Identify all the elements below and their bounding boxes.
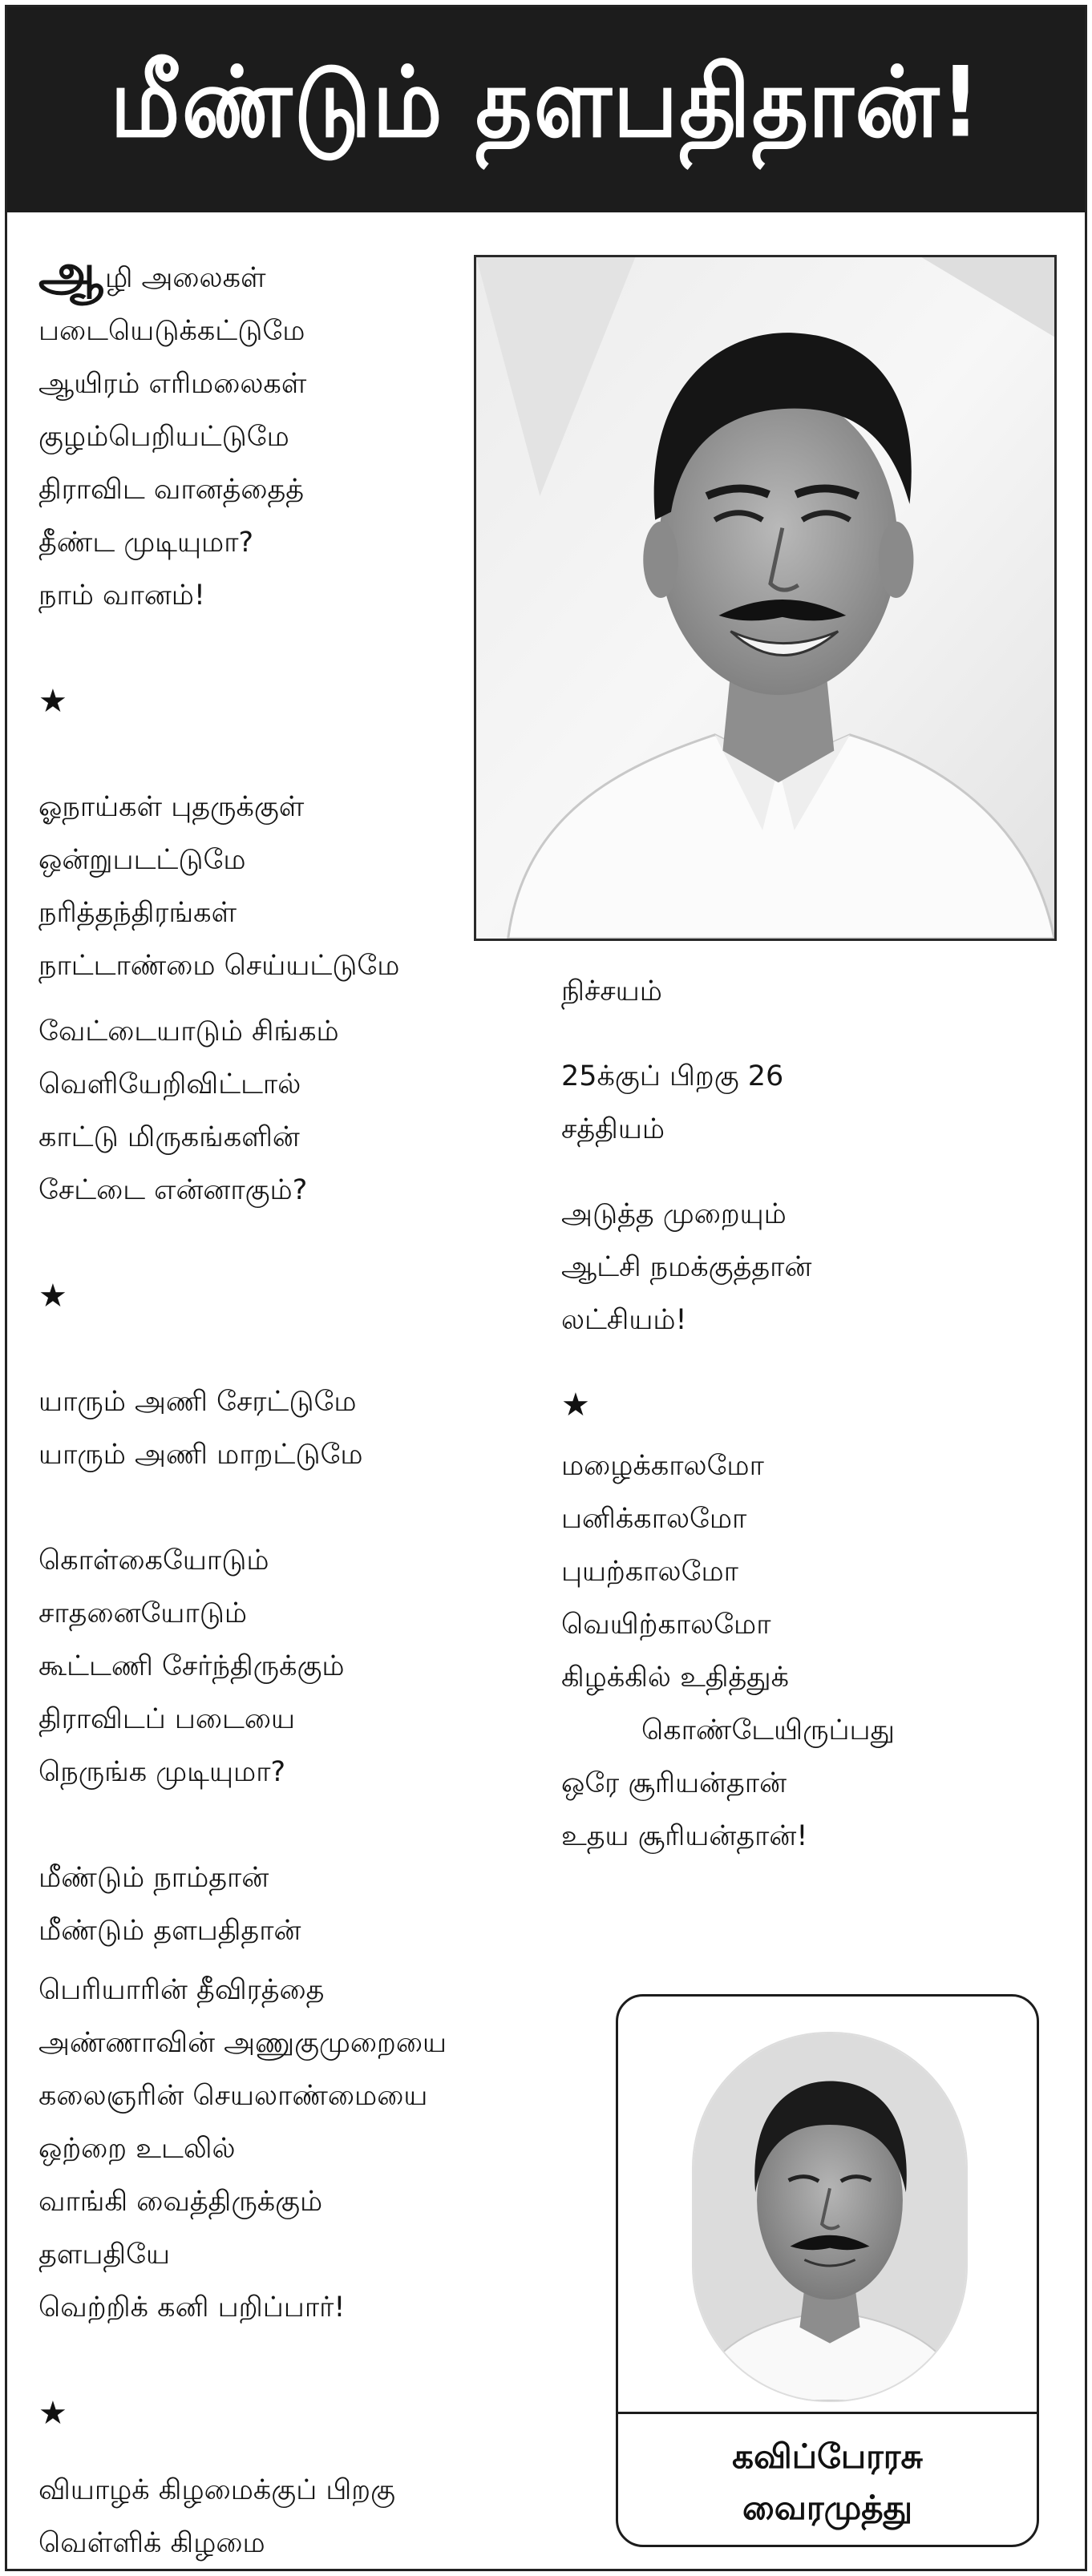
poem-line: காட்டு மிருகங்களின் [38, 1121, 300, 1153]
poem-line: வெளியேறிவிட்டால் [38, 1068, 301, 1100]
poem-line: பனிக்காலமோ [561, 1503, 747, 1535]
poem-line: அண்ணாவின் அணுகுமுறையை [38, 2027, 447, 2059]
star-divider: ★ [38, 1278, 67, 1314]
poem-line: கொண்டேயிருப்பது [641, 1714, 895, 1746]
poem-line: தீண்ட முடியுமா? [38, 527, 254, 559]
poem-line: வெள்ளிக் கிழமை [38, 2527, 265, 2559]
poem-line: கிழக்கில் உதித்துக் [561, 1661, 790, 1694]
stanza-6 [38, 1851, 552, 1957]
author-name: வைரமுத்து [742, 2487, 913, 2527]
poem-line: வேட்டையாடும் சிங்கம் [38, 1015, 339, 1048]
poem-line: வியாழக் கிழமைக்குப் பிறகு [38, 2474, 396, 2506]
stanza-7 [38, 1964, 608, 2334]
portrait-illustration [476, 257, 1054, 939]
poem-line: வெற்றிக் கனி பறிப்பார்! [38, 2291, 346, 2324]
poem-line: படையெடுக்கட்டுமே [38, 315, 305, 347]
author-byline [618, 2412, 1037, 2547]
poem-line: பெரியாரின் தீவிரத்தை [38, 1974, 325, 2006]
poem-line: ஆயிரம் எரிமலைகள் [38, 368, 307, 400]
right-stanza-2 [561, 1050, 1058, 1156]
left-column-top [38, 244, 471, 1045]
author-box [616, 1994, 1039, 2547]
stanza-5 [38, 1534, 552, 1799]
poem-line: ஓநாய்கள் புதருக்குள் [38, 791, 305, 823]
poem-line: சத்தியம் [561, 1113, 665, 1145]
poem-line: கூட்டணி சேர்ந்திருக்கும் [38, 1650, 345, 1682]
left-column-bottom [38, 1964, 608, 2570]
poem-line: மீண்டும் நாம்தான் [38, 1862, 269, 1894]
poem-line: நாம் வானம்! [38, 579, 205, 612]
poem-line: திராவிட வானத்தைத் [38, 474, 305, 506]
poem-line: அடுத்த முறையும் [561, 1198, 787, 1230]
right-stanza-1 [561, 965, 1058, 1018]
left-column-middle [38, 1005, 552, 2010]
poem-line: குழம்பெறியட்டுமே [38, 421, 289, 453]
poem-line: வாங்கி வைத்திருக்கும் [38, 2186, 323, 2218]
poem-line: வெயிற்காலமோ [561, 1609, 771, 1641]
poem-line: ஒற்றை உடலில் [38, 2133, 236, 2165]
star-divider: ★ [38, 683, 67, 720]
poem-line: கலைஞரின் செயலாண்மையை [38, 2080, 428, 2112]
right-column [561, 965, 1058, 1916]
poem-line: யாரும் அணி மாறட்டுமே [38, 1439, 363, 1471]
poem-line: ஆட்சி நமக்குத்தான் [561, 1251, 812, 1283]
poem-line: ஒரே சூரியன்தான் [561, 1767, 787, 1799]
stanza-4 [38, 1375, 552, 1481]
poem-line: லட்சியம்! [561, 1304, 687, 1336]
stanza-2 [38, 781, 471, 992]
portrait-photo [474, 255, 1057, 941]
dropcap: ஆ [38, 244, 103, 303]
poem-line: ஆழி அலைகள் [38, 244, 266, 303]
headline: மீண்டும் தளபதிதான்! [110, 46, 982, 159]
stanza-8 [38, 2464, 608, 2570]
poem-line: தளபதியே [38, 2239, 170, 2271]
poem-line: கொள்கையோடும் [38, 1544, 269, 1577]
author-illustration [694, 2033, 966, 2400]
poem-line: சாதனையோடும் [38, 1597, 248, 1629]
poem-line: 25க்குப் பிறகு 26 [561, 1060, 784, 1092]
poem-line: ஒன்றுபடட்டுமே [38, 844, 246, 876]
right-stanza-3 [561, 1188, 1058, 1347]
poem-line: மீண்டும் தளபதிதான் [38, 1915, 301, 1947]
poem-line: புயற்காலமோ [561, 1556, 738, 1588]
author-photo [692, 2032, 968, 2402]
star-divider: ★ [38, 2395, 67, 2432]
poem-line: சேட்டை என்னாகும்? [38, 1174, 308, 1206]
poem-line: நாட்டாண்மை செய்யட்டுமே [38, 950, 400, 982]
poem-line: நரித்தந்திரங்கள் [38, 897, 237, 929]
poem-line: நெருங்க முடியுமா? [38, 1756, 286, 1788]
star-divider: ★ [561, 1387, 590, 1423]
poem-line: திராவிடப் படையை [38, 1703, 296, 1735]
masthead [7, 7, 1085, 212]
stanza-3 [38, 1005, 552, 1217]
poem-line: நிச்சயம் [561, 975, 662, 1007]
poem-line: யாரும் அணி சேரட்டுமே [38, 1386, 357, 1418]
poem-line: மழைக்காலமோ [561, 1450, 764, 1482]
author-title: கவிப்பேரரசு [732, 2436, 923, 2476]
stanza-1 [38, 244, 471, 622]
poem-line: உதய சூரியன்தான்! [561, 1820, 808, 1852]
right-stanza-4 [561, 1439, 1058, 1863]
